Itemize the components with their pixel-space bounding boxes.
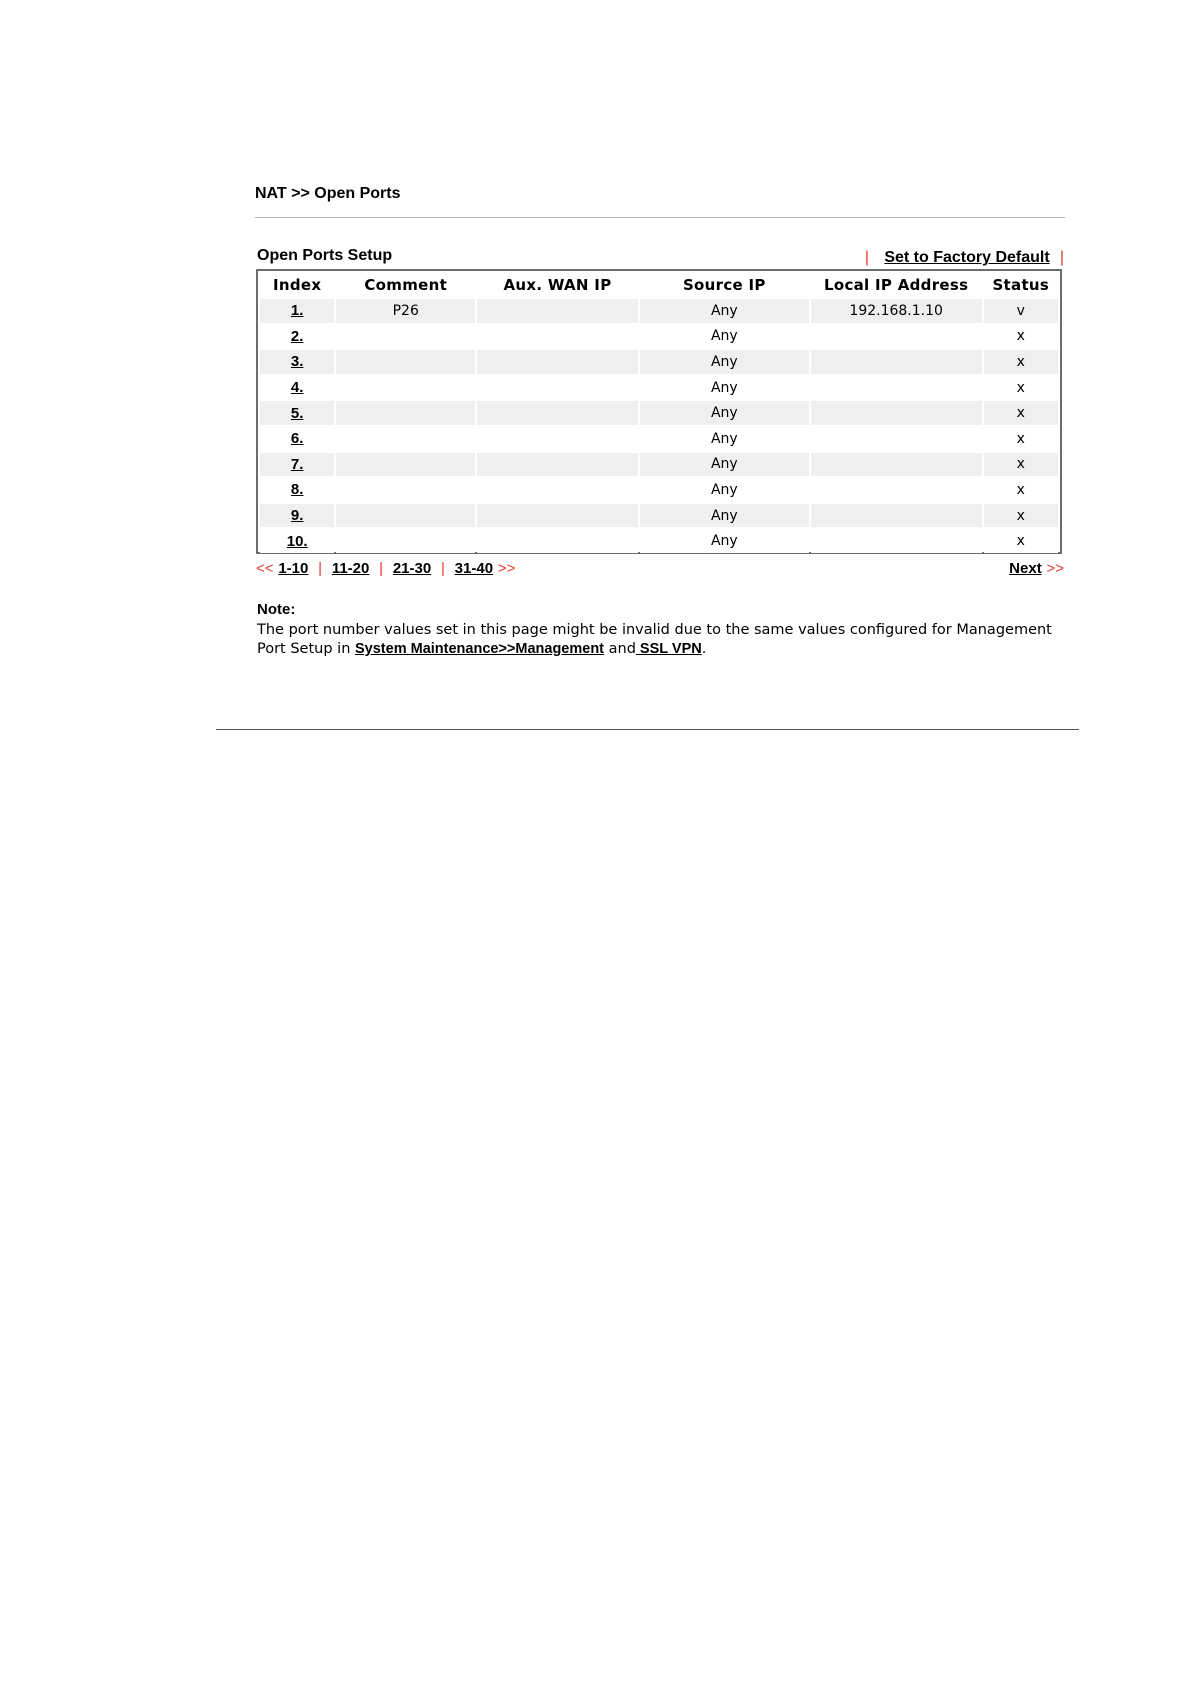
index-link[interactable]: 2.: [290, 327, 304, 345]
separator: |: [864, 249, 870, 266]
index-cell: [260, 350, 334, 374]
index-cell: [260, 401, 334, 425]
index-cell: [260, 504, 334, 528]
index-link[interactable]: 7.: [290, 455, 304, 473]
section-title: Open Ports Setup: [257, 247, 393, 264]
table-row: [260, 401, 1058, 425]
breadcrumb: NAT >> Open Ports: [255, 185, 401, 202]
note-text-part: The port number values set in this page might be invalid due to the same values configured for Management Port Setup in: [257, 622, 1052, 657]
table-row: [260, 427, 1058, 451]
source-ip-cell: Any: [640, 529, 809, 553]
source-ip-cell: Any: [640, 376, 809, 400]
index-link[interactable]: 10.: [286, 532, 308, 550]
header-divider: [255, 217, 1065, 218]
page-link-21-30[interactable]: 21-30: [392, 560, 432, 577]
note-text: [257, 621, 1057, 659]
separator: |: [379, 560, 384, 577]
comment-cell: [336, 401, 475, 425]
index-cell: [260, 529, 334, 553]
note-text-part: .: [701, 641, 707, 657]
factory-default-area: [865, 247, 1064, 267]
index-cell: [260, 325, 334, 349]
separator: |: [440, 560, 445, 577]
index-cell: [260, 376, 334, 400]
column-header-comment: Comment: [364, 276, 448, 294]
more-arrow[interactable]: >>: [497, 560, 516, 577]
aux-wan-ip-cell: [477, 401, 638, 425]
aux-wan-ip-cell: [477, 299, 638, 323]
table-row: [260, 350, 1058, 374]
column-header-local-ip-address: Local IP Address: [823, 276, 969, 294]
table-row: [260, 325, 1058, 349]
pagination: [256, 559, 515, 577]
status-cell: x: [984, 529, 1058, 553]
source-ip-cell: Any: [640, 504, 809, 528]
local-ip-cell: [811, 376, 982, 400]
status-cell: x: [984, 478, 1058, 502]
source-ip-cell: Any: [640, 427, 809, 451]
table-row: [260, 529, 1058, 553]
status-cell: x: [984, 350, 1058, 374]
next-arrow[interactable]: >>: [1046, 560, 1064, 577]
comment-cell: [336, 478, 475, 502]
index-cell: [260, 453, 334, 477]
status-cell: x: [984, 376, 1058, 400]
index-cell: [260, 478, 334, 502]
table-row: [260, 299, 1058, 323]
status-cell: v: [984, 299, 1058, 323]
local-ip-cell: [811, 504, 982, 528]
comment-cell: [336, 376, 475, 400]
index-link[interactable]: 1.: [290, 302, 304, 320]
status-cell: x: [984, 504, 1058, 528]
aux-wan-ip-cell: [477, 325, 638, 349]
aux-wan-ip-cell: [477, 478, 638, 502]
comment-cell: [336, 504, 475, 528]
index-link[interactable]: 4.: [290, 379, 304, 397]
table-row: [260, 453, 1058, 477]
table-header-row: [260, 273, 1058, 297]
aux-wan-ip-cell: [477, 350, 638, 374]
source-ip-cell: Any: [640, 325, 809, 349]
column-header-index: Index: [273, 276, 322, 294]
next-area: [1009, 559, 1064, 577]
source-ip-cell: Any: [640, 478, 809, 502]
page-link-1-10[interactable]: 1-10: [278, 560, 309, 577]
note-text-part: and: [604, 641, 636, 657]
index-cell: [260, 427, 334, 451]
note-label: Note:: [257, 601, 296, 618]
local-ip-cell: [811, 453, 982, 477]
table-row: [260, 478, 1058, 502]
prev-arrow[interactable]: <<: [256, 560, 274, 577]
index-cell: [260, 299, 334, 323]
page-link-31-40[interactable]: 31-40: [454, 560, 494, 577]
open-ports-table: [256, 269, 1062, 554]
source-ip-cell: Any: [640, 401, 809, 425]
comment-cell: [336, 325, 475, 349]
local-ip-cell: 192.168.1.10: [811, 299, 982, 323]
index-link[interactable]: 9.: [290, 507, 304, 525]
comment-cell: [336, 529, 475, 553]
page-divider: [216, 729, 1079, 730]
comment-cell: [336, 453, 475, 477]
status-cell: x: [984, 401, 1058, 425]
source-ip-cell: Any: [640, 453, 809, 477]
local-ip-cell: [811, 325, 982, 349]
separator: |: [318, 560, 323, 577]
source-ip-cell: Any: [640, 299, 809, 323]
index-link[interactable]: 3.: [290, 353, 304, 371]
comment-cell: [336, 350, 475, 374]
page-link-11-20[interactable]: 11-20: [331, 560, 370, 577]
local-ip-cell: [811, 350, 982, 374]
next-link[interactable]: Next: [1009, 560, 1042, 577]
aux-wan-ip-cell: [477, 504, 638, 528]
index-link[interactable]: 6.: [290, 430, 304, 448]
status-cell: x: [984, 453, 1058, 477]
local-ip-cell: [811, 478, 982, 502]
column-header-aux-wan-ip: Aux. WAN IP: [503, 276, 612, 294]
column-header-status: Status: [992, 276, 1050, 294]
aux-wan-ip-cell: [477, 427, 638, 451]
index-link[interactable]: 5.: [290, 404, 304, 422]
table-row: [260, 376, 1058, 400]
separator: |: [1059, 249, 1064, 266]
status-cell: x: [984, 325, 1058, 349]
local-ip-cell: [811, 427, 982, 451]
local-ip-cell: [811, 401, 982, 425]
comment-cell: [336, 427, 475, 451]
column-header-source-ip: Source IP: [682, 276, 766, 294]
source-ip-cell: Any: [640, 350, 809, 374]
ssl-vpn-link[interactable]: SSL VPN: [635, 641, 702, 657]
table-row: [260, 504, 1058, 528]
set-to-factory-default-link[interactable]: Set to Factory Default: [884, 249, 1050, 266]
system-maintenance-management-link[interactable]: System Maintenance>>Management: [355, 641, 605, 657]
aux-wan-ip-cell: [477, 453, 638, 477]
aux-wan-ip-cell: [477, 529, 638, 553]
aux-wan-ip-cell: [477, 376, 638, 400]
status-cell: x: [984, 427, 1058, 451]
local-ip-cell: [811, 529, 982, 553]
index-link[interactable]: 8.: [290, 481, 304, 499]
comment-cell: P26: [336, 299, 475, 323]
